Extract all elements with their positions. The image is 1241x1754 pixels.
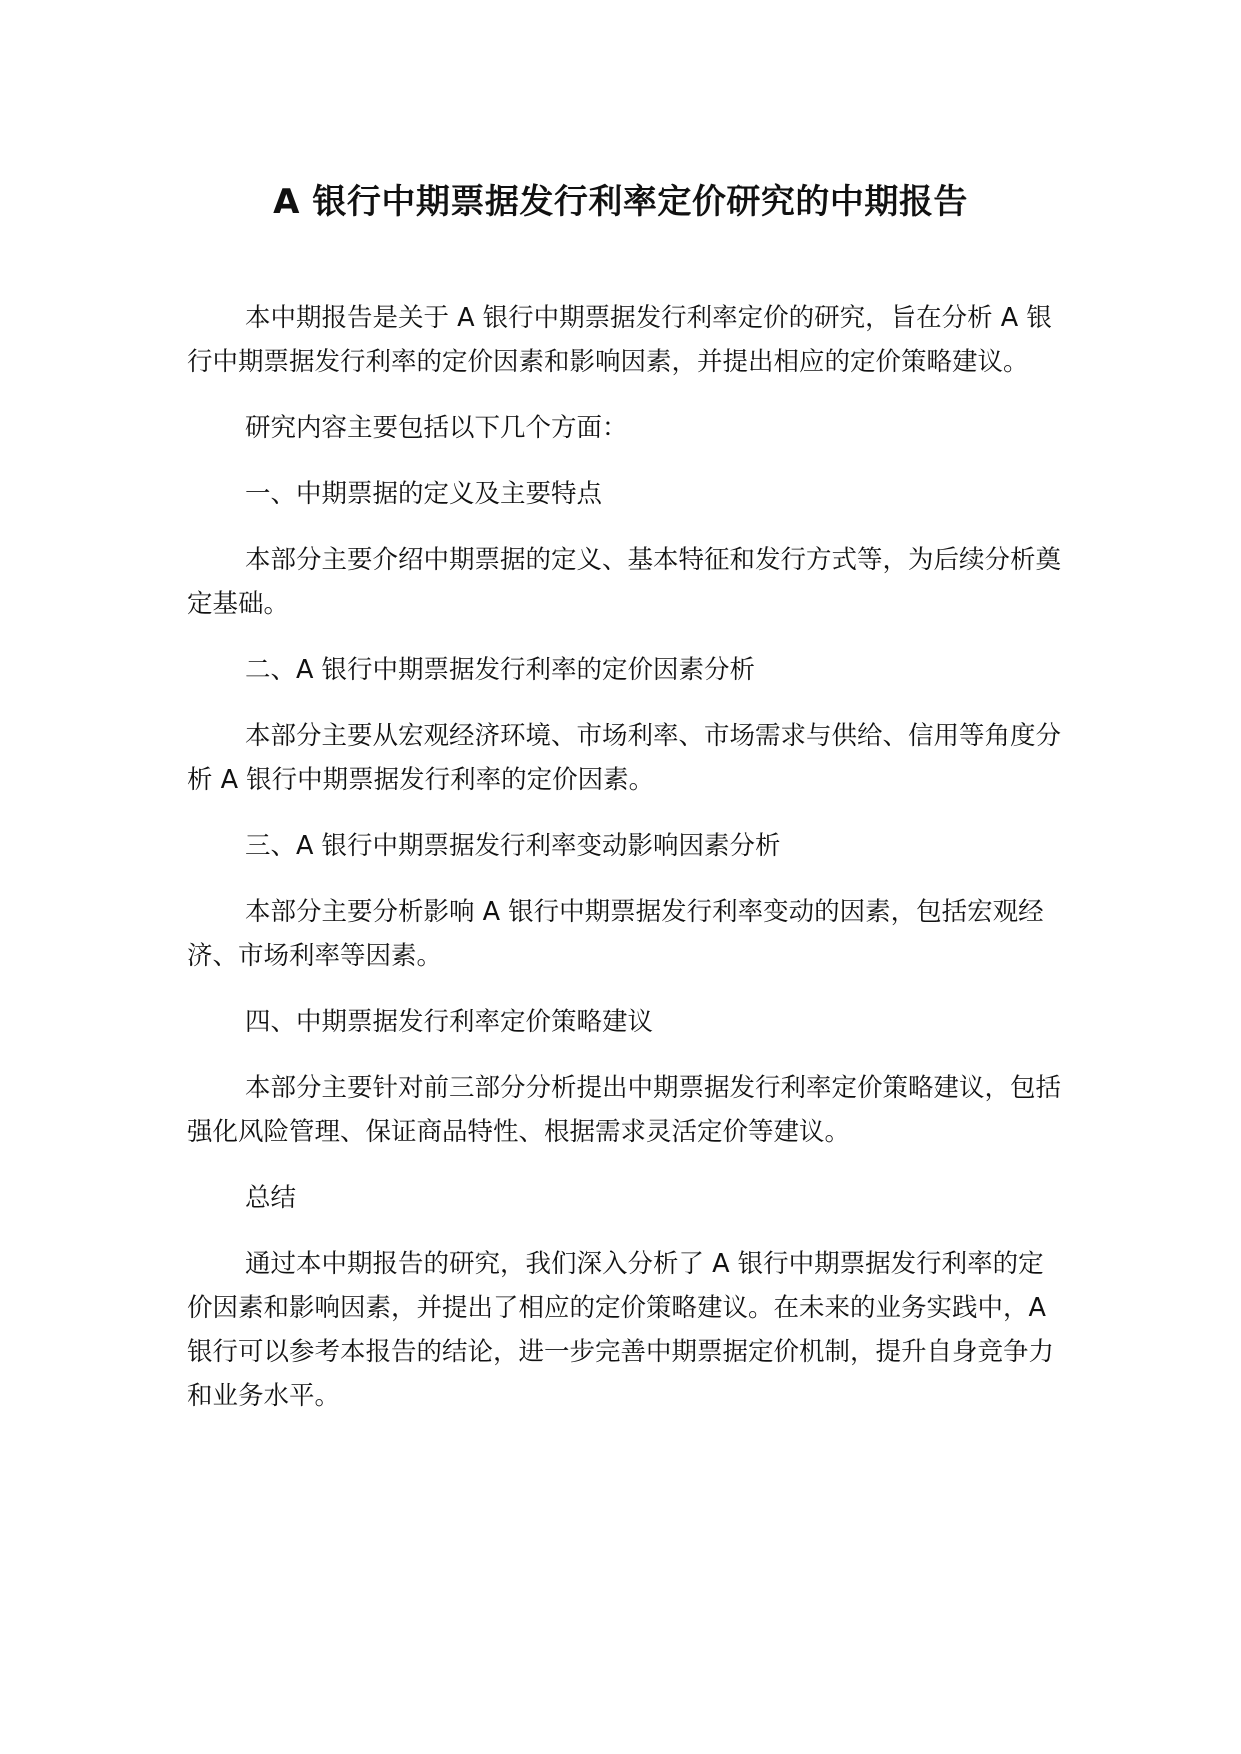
section-heading-4: 四、中期票据发行利率定价策略建议 — [245, 1007, 654, 1037]
summary-heading: 总结 — [245, 1183, 297, 1213]
section-paragraph-4: 本部分主要针对前三部分分析提出中期票据发行利率定价策略建议，包括强化风险管理、保证商品特性、根据需求灵活定价等建议。 — [187, 1073, 1062, 1147]
research-scope-line: 研究内容主要包括以下几个方面： — [245, 413, 628, 443]
section-heading-1: 一、中期票据的定义及主要特点 — [245, 479, 603, 509]
section-paragraph-1: 本部分主要介绍中期票据的定义、基本特征和发行方式等，为后续分析奠定基础。 — [187, 545, 1062, 619]
intro-paragraph: 本中期报告是关于 A 银行中期票据发行利率定价的研究，旨在分析 A 银行中期票据发行利率的定价因素和影响因素，并提出相应的定价策略建议。 — [187, 303, 1052, 377]
section-paragraph-3: 本部分主要分析影响 A 银行中期票据发行利率变动的因素，包括宏观经济、市场利率等因素。 — [187, 897, 1044, 971]
section-heading-3: 三、A 银行中期票据发行利率变动影响因素分析 — [245, 831, 781, 861]
document-body — [187, 296, 1067, 1440]
section-paragraph-2: 本部分主要从宏观经济环境、市场利率、市场需求与供给、信用等角度分析 A 银行中期票据发行利率的定价因素。 — [187, 721, 1062, 795]
summary-paragraph: 通过本中期报告的研究，我们深入分析了 A 银行中期票据发行利率的定价因素和影响因素，并提出了相应的定价策略建议。在未来的业务实践中，A 银行可以参考本报告的结论，进一步完善中期票据定价机制，提升自身竞争力和业务水平。 — [187, 1249, 1055, 1411]
section-heading-2: 二、A 银行中期票据发行利率的定价因素分析 — [245, 655, 756, 685]
document-title: A 银行中期票据发行利率定价研究的中期报告 — [273, 182, 968, 222]
